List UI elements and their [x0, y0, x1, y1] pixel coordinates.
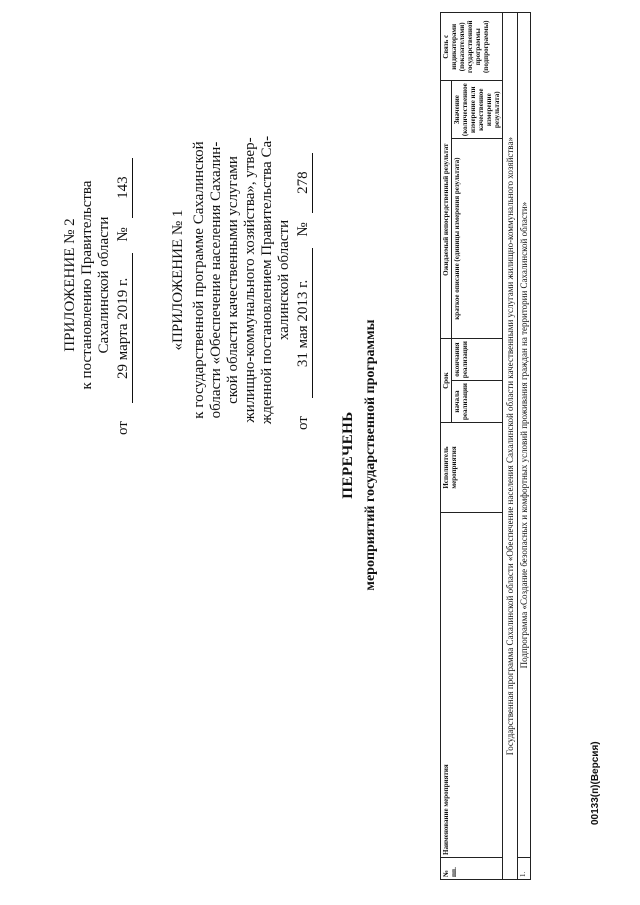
table-program-row: [503, 13, 518, 880]
appendix-1-line-5: жденной постановлением Правительства Са-: [259, 135, 275, 425]
appendix-1-signature-row: [295, 130, 314, 430]
header-executor: Исполнитель мероприятия: [441, 423, 503, 513]
appendix-2-signature-row: [115, 135, 134, 435]
header-brief-description: краткое описание (единицы измерения результата): [452, 139, 503, 339]
document-subtitle: мероприятий государственной программы: [363, 319, 378, 591]
appendix-1-line-4: жилищно-коммунального хозяйства», утвер-: [242, 137, 258, 423]
subprogram-title-cell: Подпрограмма «Создание безопасных и комфортных условий проживания граждан на территории Сахалинской области»: [518, 13, 531, 858]
row-1-number: 1.: [518, 858, 531, 880]
appendix-2-number: 143: [115, 158, 133, 218]
appendix-1-line-3: ской области качественными услугами: [225, 156, 241, 404]
appendix-2-title: ПРИЛОЖЕНИЕ № 2: [62, 218, 78, 352]
appendix-2-number-label: №: [115, 227, 131, 242]
appendix-2-date: 29 марта 2019 г.: [115, 253, 133, 403]
footer-code: 00133(п)(Версия): [590, 741, 601, 825]
appendix-1-number-label: №: [295, 222, 311, 237]
appendix-1-number: 278: [295, 153, 313, 213]
appendix-1-header: [170, 130, 314, 430]
header-term-start: начала реализации: [452, 381, 503, 423]
program-title-cell: Государственная программа Сахалинской области «Обеспечение населения Сахалинской области качественными услугами жилищно-коммунального хозяйства»: [503, 13, 518, 880]
appendix-1-line-6: халинской области: [276, 219, 292, 341]
measures-table: [440, 12, 531, 880]
header-term-end: окончания реализации: [452, 339, 503, 381]
appendix-1-line-1: к государственной программе Сахалинской: [191, 141, 207, 419]
header-indicator-link: Связь с индикаторами (показателями) государственной программы (подпрограммы): [441, 13, 503, 81]
header-value: Значение (количественное измерение или качественное измерение результата): [452, 81, 503, 139]
document-title: ПЕРЕЧЕНЬ: [340, 411, 356, 499]
table-header-row-1: [441, 13, 452, 880]
appendix-2-line-1: к постановлению Правительства: [79, 180, 95, 390]
header-name: Наименование мероприятия: [441, 513, 503, 858]
appendix-2-line-2: Сахалинской области: [96, 216, 112, 354]
appendix-1-from-label: от: [295, 416, 311, 430]
header-term: Срок: [441, 339, 452, 423]
appendix-1-line-2: области «Обеспечение населения Сахалин-: [208, 141, 224, 419]
document-title-block: [340, 205, 379, 705]
header-num: № пп.: [441, 858, 503, 880]
appendix-2-header: [62, 135, 134, 435]
appendix-1-date: 31 мая 2013 г.: [295, 248, 313, 398]
appendix-1-title: «ПРИЛОЖЕНИЕ № 1: [170, 209, 186, 351]
table-row: [518, 13, 531, 880]
header-expected-result: Ожидаемый непосредственный результат: [441, 81, 452, 339]
appendix-2-from-label: от: [115, 421, 131, 435]
